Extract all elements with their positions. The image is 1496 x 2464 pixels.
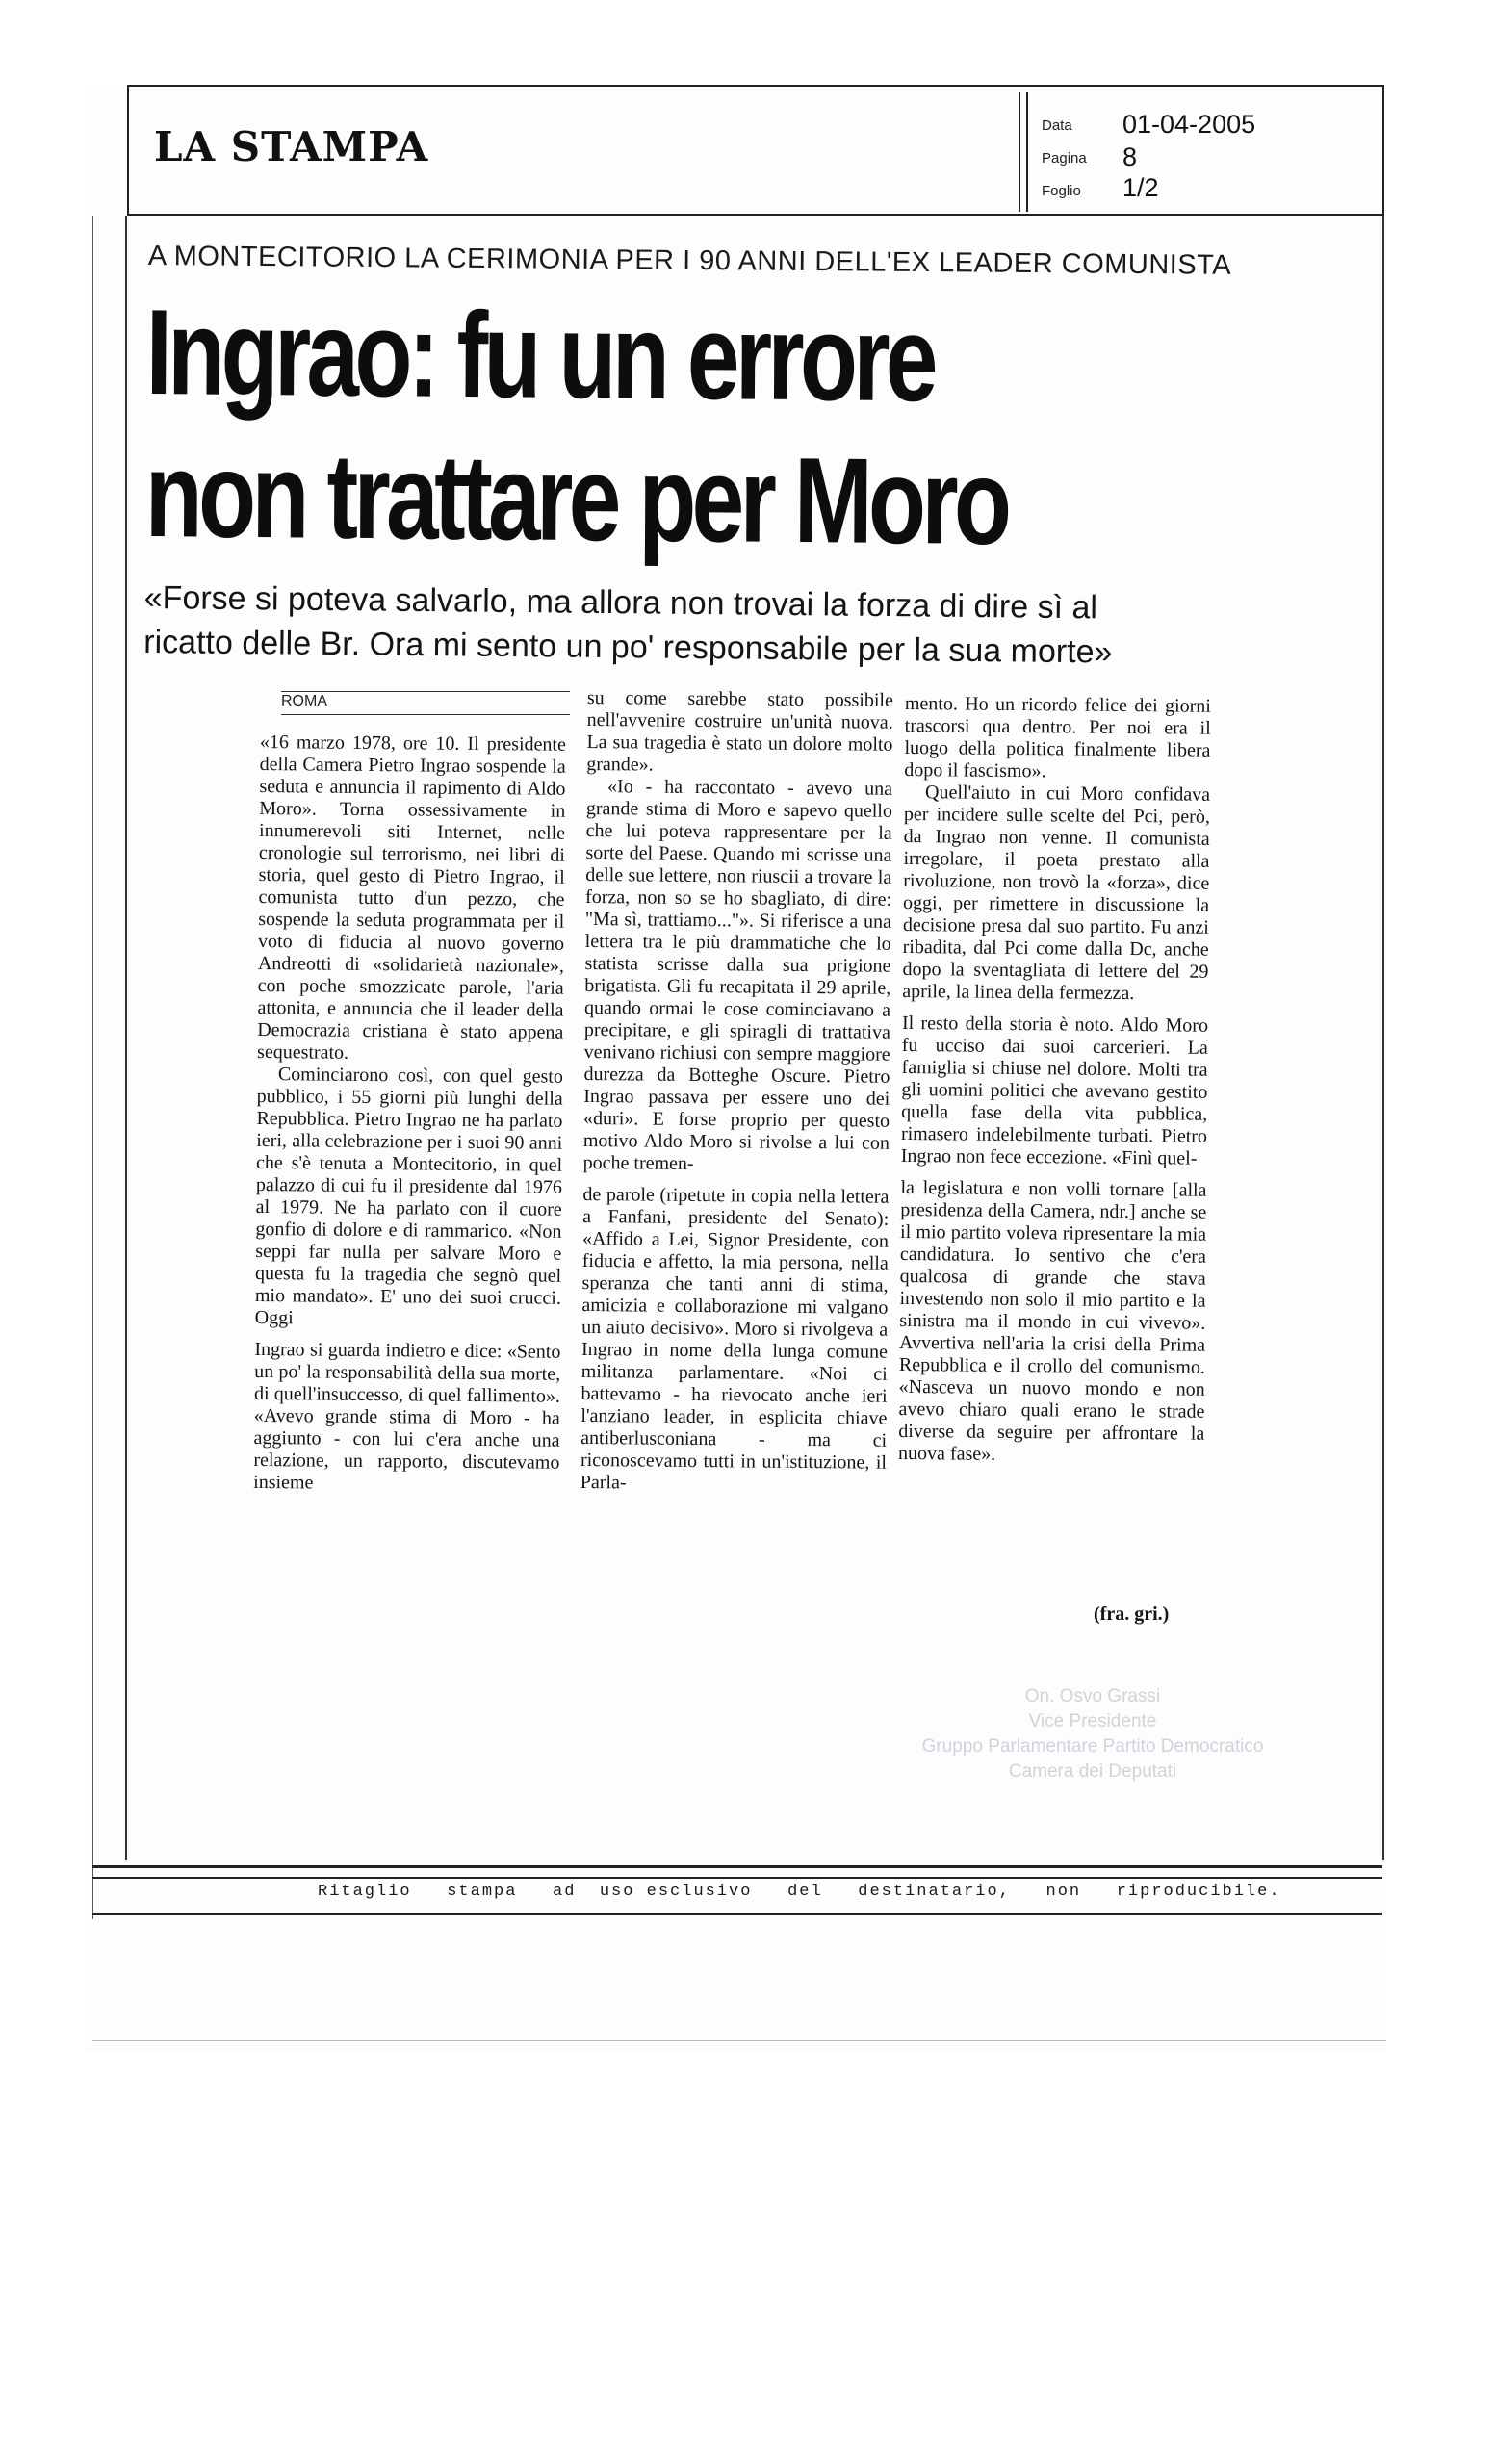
right-border (1382, 216, 1384, 1860)
article-subhead: «Forse si poteva salvarlo, ma allora non trovai la forza di dire sì al ricatto delle Br. Ora mi sento un po' responsabile per la sua morte» (143, 578, 1113, 671)
header-divider-inner (1026, 92, 1028, 212)
paragraph: «16 marzo 1978, ore 10. Il presidente della Camera Pietro Ingrao sospende la seduta e annuncia il rapimento di Aldo Moro». Torna ossessivamente in innumerevoli siti Internet, nelle cronologie sul terrorismo, nei libri di storia, quel gesto di Pietro Ingrao, il comunista tutto d'un pezzo, che sospende la seduta programmata per il voto di fiducia al nuovo governo Andreotti di «solidarietà nazionale», con poche smozzicate parole, l'aria attonita, e annuncia che il leader della Democrazia cristiana è stato appena sequestrato. (256, 732, 566, 1064)
footer-rule (92, 1865, 1382, 1868)
newspaper-name: LA STAMPA (154, 123, 429, 170)
headline-line-2: non trattare per Moro (144, 425, 1008, 571)
foglio-value: 1/2 (1122, 173, 1159, 202)
paragraph: la legislatura e non volli tornare [alla presidenza della Camera, ndr.] anche se il mio partito voleva ripresentare la mia candidatura. Io sentivo che c'era qualcosa di grande che stava investendo non solo il mio partito e la sinistra ma il mondo in cui vivevo». Avvertiva nell'aria la crisi della Prima Repubblica e il crollo del comunismo. «Nasceva un nuovo mondo e non avevo chiaro quali erano le strade diverse da seguire per affrontare la nuova fase». (898, 1176, 1207, 1465)
stamp-line: Camera dei Deputati (1008, 1761, 1177, 1782)
article-column-2 (580, 687, 893, 1497)
pagina-label: Pagina (1042, 150, 1087, 167)
paragraph: Cominciarono così, con quel gesto pubblico, i 55 giorni più lunghi della Repubblica. Pietro Ingrao ne ha parlato ieri, alla celebrazione per i suoi 90 anni che s'è tenuta a Montecitorio, in quel palazzo di cui fu il presidente dal 1976 al 1979. Ne ha parlato con il cuore gonfio di dolore e di rammarico. «Non seppi far nulla per salvare Moro e questa fu la tragedia che segnò quel mio mandato». E' uno dei suoi crucci. Oggi (254, 1064, 563, 1329)
paragraph: Quell'aiuto in cui Moro confidava per incidere sulle scelte del Pci, però, da Ingrao non venne. Il comunista irregolare, il poeta prestato alla rivoluzione, non trovò la «forza», dice oggi, per rimettere in discussione la decisione presa dal suo partito. Fu anzi ribadita, dal Pci come dalla Dc, anche dopo la sventagliata di lettere del 29 aprile, la linea della fermezza. (902, 782, 1211, 1005)
outer-left-border (92, 216, 93, 1919)
footer-notice: Ritaglio stampa ad uso esclusivo del destinatario, non riproducibile. (318, 1883, 1281, 1901)
foglio-label: Foglio (1042, 183, 1081, 199)
paragraph: mento. Ho un ricordo felice dei giorni trascorsi qua dentro. Per noi era il luogo della politica finalmente libera dopo il fascismo». (904, 693, 1211, 783)
header-divider (1019, 92, 1020, 212)
paragraph: Ingrao si guarda indietro e dice: «Sento un po' la responsabilità della sua morte, di quell'insuccesso, di quel fallimento». «Avevo grande stima di Moro - ha aggiunto - con lui c'era anche una relazione, un rapporto, discutevamo insieme (253, 1338, 561, 1494)
faded-stamp (886, 1684, 1300, 1784)
article-kicker: A MONTECITORIO LA CERIMONIA PER I 90 ANNI DELL'EX LEADER COMUNISTA (147, 241, 1232, 281)
stamp-line: Vice Presidente (1028, 1711, 1157, 1732)
stamp-line: Gruppo Parlamentare Partito Democratico (921, 1736, 1264, 1757)
header-double-rule (127, 210, 1384, 216)
paragraph: de parole (ripetute in copia nella lettera a Fanfani, presidente del Senato): «Affido a Lei, Signor Presidente, con fiducia e affetto, la mia persona, nella speranza che tanti anni di stima, amicizia e collaborazione mi valgano un aiuto decisivo». Moro si rivolgeva a Ingrao in nome della lunga comune militanza parlamentare. «Noi ci battevamo - ha rievocato anche ieri l'anziano leader, in esplicita chiave antiberlusconiana - ma ci riconoscevamo tutti in un'istituzione, il Parla- (580, 1183, 890, 1494)
article-headline (144, 281, 1077, 575)
paragraph: Il resto della storia è noto. Aldo Moro fu ucciso dai suoi carcerieri. La famiglia si chiuse nel dolore. Molti tra gli uomini politici che avevano gestito quella fase della vita pubblica, rimasero indelebilmente turbati. Pietro Ingrao non fece eccezione. «Finì quel- (900, 1012, 1209, 1169)
dateline-rule (281, 691, 570, 692)
pagina-value: 8 (1122, 142, 1138, 171)
data-label: Data (1042, 117, 1072, 134)
headline-line-1: Ingrao: fu un errore (145, 283, 935, 427)
paragraph: «Io - ha raccontato - avevo una grande stima di Moro e sapevo quello che lui poteva rappresentare per la sorte del Paese. Quando mi scrisse una delle sue lettere, non riuscii a trovare la forza, non so se ho sbagliato, di dire: "Ma sì, trattiamo..."». Si riferisce a una lettera tra le più drammatiche che lo statista scrisse dalla sua prigione brigatista. Gli fu recapitata il 29 aprile, quando ormai le cose cominciavano a precipitare, e gli spiragli di trattativa venivano richiusi con sempre maggiore durezza da Botteghe Oscure. Pietro Ingrao passava per essere uno dei «duri». E forse proprio per questo motivo Aldo Moro si rivolse a lui con poche tremen- (582, 776, 893, 1174)
paragraph: su come sarebbe stato possibile nell'avvenire costruire un'unità nuova. La sua tragedia è stato un dolore molto grande». (586, 687, 893, 776)
article-column-1 (253, 732, 566, 1497)
author-signature: (fra. gri.) (1094, 1604, 1170, 1625)
data-value: 01-04-2005 (1122, 110, 1256, 139)
stamp-line: On. Osvo Grassi (1024, 1686, 1161, 1707)
article-column-3 (898, 693, 1211, 1468)
article-dateline: ROMA (281, 693, 570, 715)
left-border (125, 216, 127, 1860)
sheet-bottom-edge (92, 2040, 1386, 2041)
